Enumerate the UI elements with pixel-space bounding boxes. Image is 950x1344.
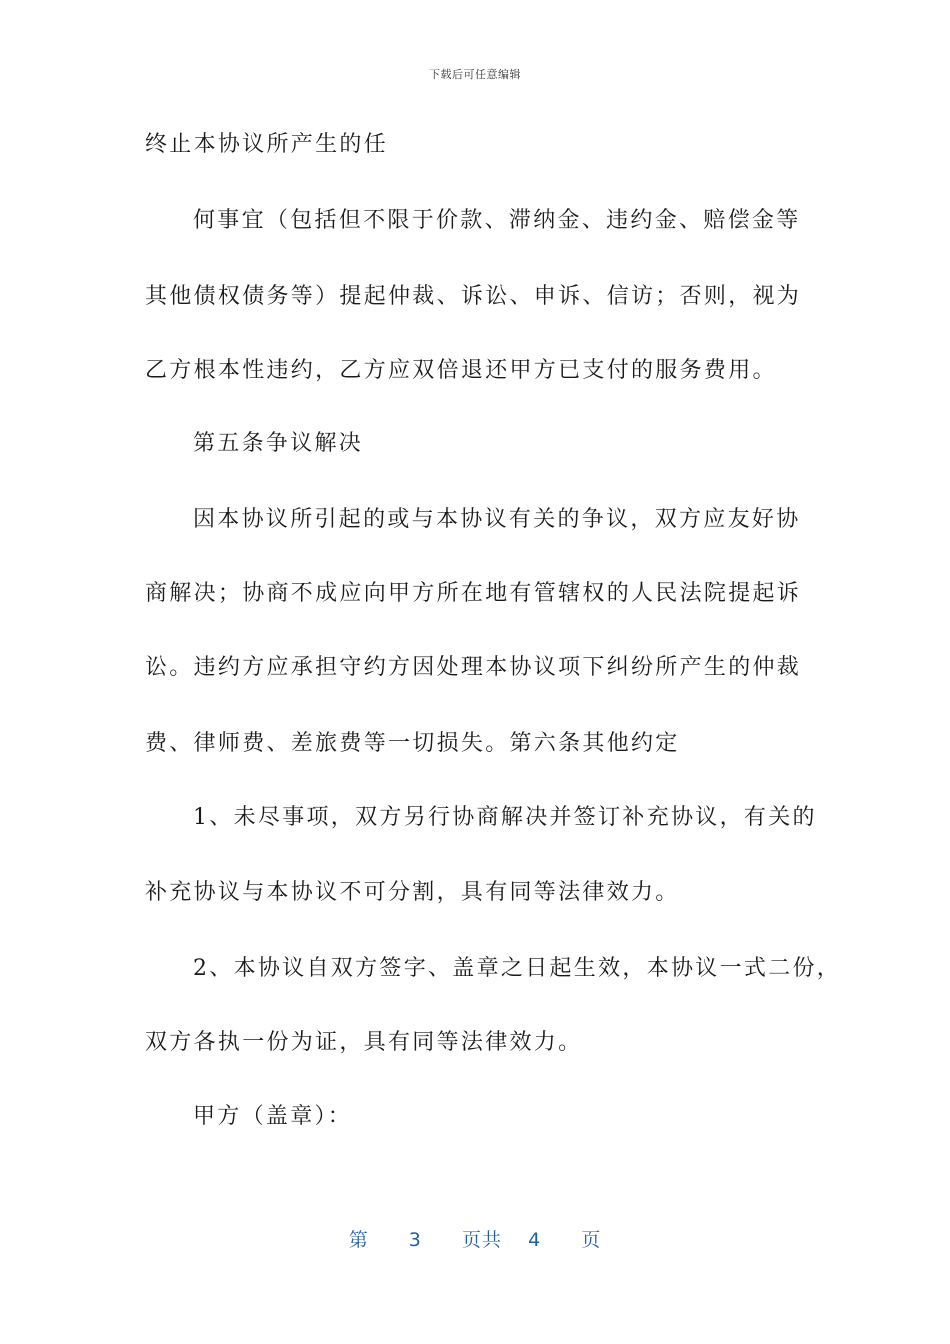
body-line: 双方各执一份为证，具有同等法律效力。 [145,1030,583,1055]
footer-suffix: 页 [581,1229,602,1251]
footer-prefix: 第 [348,1229,369,1251]
body-line: 商解决；协商不成应向甲方所在地有管辖权的人民法院提起诉 [145,581,802,606]
current-page-number: 3 [408,1229,422,1251]
body-line: 费、律师费、差旅费等一切损失。第六条其他约定 [145,731,680,756]
body-line: 讼。违约方应承担守约方因处理本协议项下纠纷所产生的仲裁 [145,655,802,680]
body-line: 因本协议所引起的或与本协议有关的争议，双方应友好协 [193,507,801,532]
body-line: 何事宜（包括但不限于价款、滞纳金、违约金、赔偿金等 [193,208,801,233]
body-line: 1、未尽事项，双方另行协商解决并签订补充协议，有关的 [193,805,817,830]
page-header: 下载后可任意编辑 [429,68,521,81]
body-line: 其他债权债务等）提起仲裁、诉讼、申诉、信访；否则，视为 [145,284,802,309]
footer-middle: 页共 [461,1229,502,1251]
page-number-footer [0,1225,950,1252]
total-page-number: 4 [528,1229,542,1251]
body-line: 2、本协议自双方签字、盖章之日起生效，本协议一式二份， [193,956,842,981]
signature-label: 甲方（盖章）： [193,1104,353,1129]
section-heading: 第五条争议解决 [193,431,364,456]
body-line: 终止本协议所产生的任 [145,132,389,157]
body-line: 乙方根本性违约，乙方应双倍退还甲方已支付的服务费用。 [145,358,777,383]
body-line: 补充协议与本协议不可分割，具有同等法律效力。 [145,880,680,905]
